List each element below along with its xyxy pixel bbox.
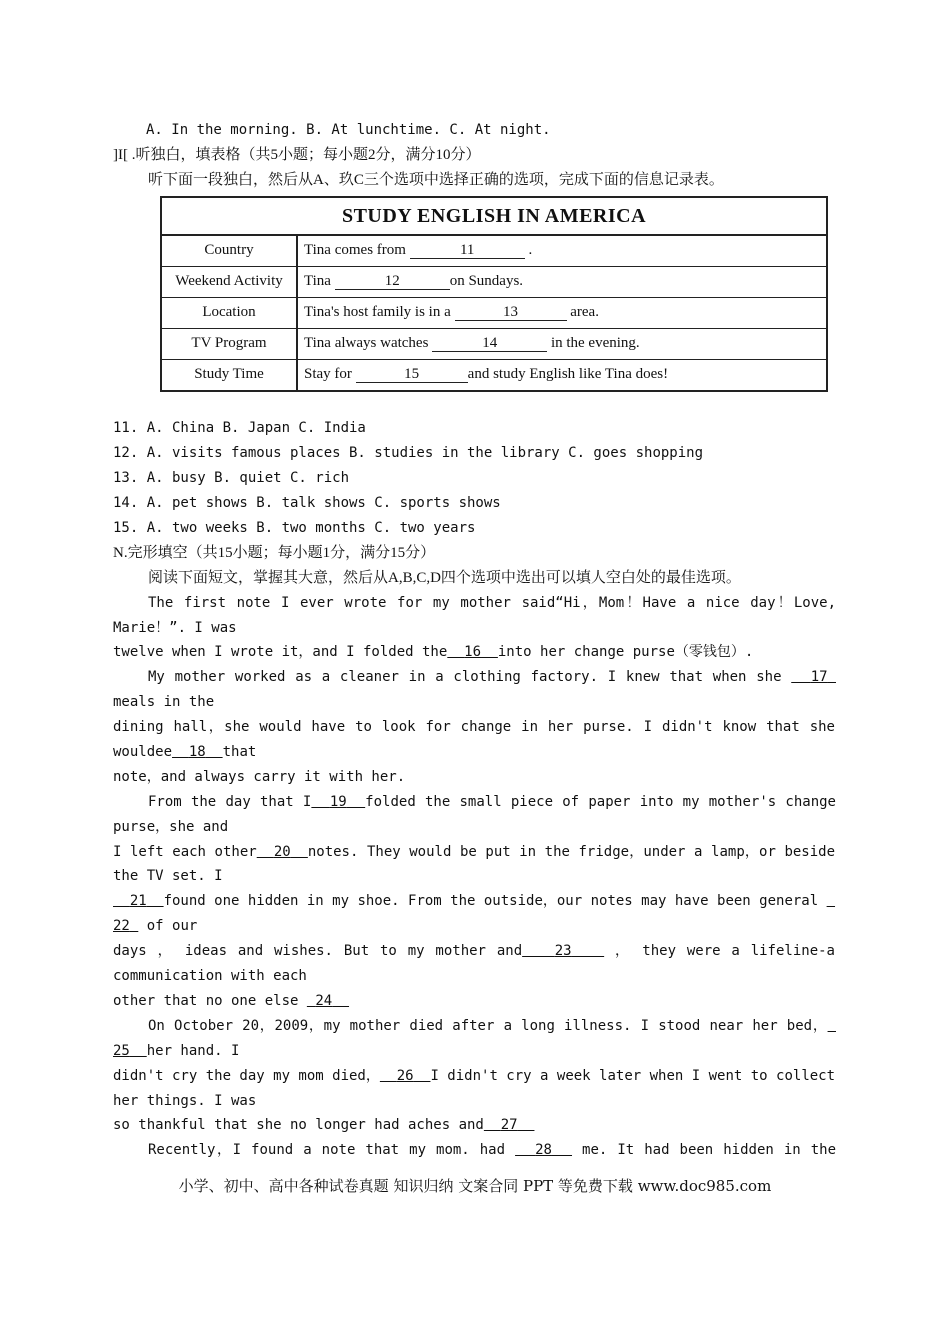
- row-label: Location: [162, 297, 297, 328]
- table-blank: 12: [335, 274, 450, 290]
- passage-line: days ， ideas and wishes. But to my mother and 23 ， they were a lifeline-a: [113, 943, 835, 959]
- row-text: in the evening.: [550, 335, 640, 351]
- info-record-table: [160, 196, 828, 392]
- cloze-blank: 23: [554, 943, 572, 959]
- passage-line: Marie！”. I was: [113, 620, 237, 636]
- passage-line: Recently，I found a note that my mom. had 28 me. It had been hidden in the: [148, 1142, 837, 1158]
- row-label: TV Program: [162, 328, 297, 359]
- table-blank: 11: [410, 243, 525, 259]
- cloze-blank: 24: [315, 993, 333, 1009]
- cloze-blank: 28: [535, 1142, 552, 1158]
- cloze-blank: 18: [188, 744, 206, 760]
- passage-line: I left each other 20 notes. They would be put in the fridge，under a lamp，or beside: [113, 844, 836, 860]
- passage-line: purse，she and: [113, 819, 229, 835]
- passage-line: dining hall，she would have to look for change in her purse. I didn't know that she: [113, 719, 835, 735]
- cloze-blank: 19: [329, 794, 347, 810]
- cloze-blank: [828, 1018, 836, 1034]
- section-3-instruction: 听下面一段独白，然后从A、玖C三个选项中选择正确的选项，完成下面的信息记录表。: [148, 172, 724, 188]
- table-blank: 14: [432, 336, 547, 352]
- table-row: [162, 235, 826, 266]
- passage-line: twelve when I wrote it，and I folded the 16 into her change purse（零钱包）.: [113, 644, 754, 660]
- table-title: STUDY ENGLISH IN AMERICA: [162, 198, 826, 235]
- table-row: [162, 328, 826, 359]
- table-row: [162, 359, 826, 390]
- table-row: [162, 297, 826, 328]
- option-line-14: 14. A. pet shows B. talk shows C. sports shows: [113, 495, 501, 511]
- passage-line: On October 20，2009，my mother died after a long illness. I stood near her bed，: [148, 1016, 836, 1036]
- cloze-blank: 17: [810, 669, 828, 685]
- table-blank: 15: [356, 367, 468, 383]
- row-text: and study English like Tina does!: [467, 366, 669, 383]
- passage-line: The first note I ever wrote for my mother said“Hi，Mom！Have a nice day！Love,: [148, 595, 836, 611]
- passage-line: wouldee 18 that: [113, 744, 257, 760]
- table-row: [162, 266, 826, 297]
- cloze-blank: 21: [129, 893, 147, 909]
- passage-line: meals in the: [113, 694, 215, 710]
- passage-line: other that no one else 24: [113, 991, 349, 1011]
- option-line-13: 13. A. busy B. quiet C. rich: [113, 470, 350, 486]
- passage-line: didn't cry the day my mom died， 26 I didn't cry a week later when I went to collect: [113, 1068, 836, 1084]
- passage-line: My mother worked as a cleaner in a clothing factory. I knew that when she 17: [148, 667, 836, 687]
- page-footer: 小学、初中、高中各种试卷真题 知识归纳 文案合同 PPT 等免费下载 www.doc985.com: [178, 1177, 772, 1195]
- row-text: on Sundays.: [449, 273, 524, 289]
- section-4-instruction: 阅读下面短文，掌握其大意，然后从A,B,C,D四个选项中选出可以填人空白处的最佳选项。: [148, 570, 741, 586]
- passage-line: the TV set. I: [113, 868, 223, 884]
- row-label: Study Time: [162, 359, 297, 390]
- option-line-11: 11. A. China B. Japan C. India: [113, 420, 366, 436]
- row-label: Country: [162, 235, 297, 266]
- section-4-heading: N.完形填空（共15小题；每小题1分，满分15分）: [113, 545, 436, 561]
- cloze-blank: [827, 893, 835, 909]
- option-line-12: 12. A. visits famous places B. studies in the library C. goes shopping: [113, 445, 704, 461]
- passage-line: From the day that I 19 folded the small piece of paper into my mother's change: [148, 794, 836, 810]
- passage-line: 21 found one hidden in my shoe. From the outside，our notes may have been general: [113, 891, 835, 911]
- passage-line: her things. I was: [113, 1093, 257, 1109]
- passage-line: note，and always carry it with her.: [113, 769, 406, 785]
- table-blank: 13: [455, 305, 567, 321]
- section-3-heading: ]I[ .听独白，填表格（共5小题；每小题2分，满分10分）: [113, 147, 481, 163]
- previous-question-options: A. In the morning. B. At lunchtime. C. At night.: [146, 122, 551, 138]
- row-text: .: [528, 242, 533, 259]
- passage-line: communication with each: [113, 968, 307, 984]
- cloze-blank: 16: [464, 644, 482, 660]
- passage-line: so thankful that she no longer had aches and 27: [113, 1115, 534, 1135]
- cloze-blank: 27: [500, 1117, 518, 1133]
- cloze-blank: 20: [273, 844, 291, 860]
- passage-line: 22 of our: [113, 918, 198, 934]
- row-text: Stay for: [304, 366, 352, 383]
- cloze-blank: 22: [113, 918, 130, 934]
- row-text: Tina: [304, 273, 331, 289]
- row-text: area.: [570, 304, 599, 320]
- row-label: Weekend Activity: [162, 266, 297, 297]
- row-text: Tina's host family is in a: [304, 304, 451, 320]
- passage-line: 25 her hand. I: [113, 1043, 240, 1059]
- cloze-blank: 26: [396, 1068, 414, 1084]
- row-text: Tina always watches: [304, 335, 429, 351]
- row-text: Tina comes from: [304, 242, 406, 259]
- cloze-blank: 25: [113, 1043, 130, 1059]
- option-line-15: 15. A. two weeks B. two months C. two years: [113, 520, 476, 536]
